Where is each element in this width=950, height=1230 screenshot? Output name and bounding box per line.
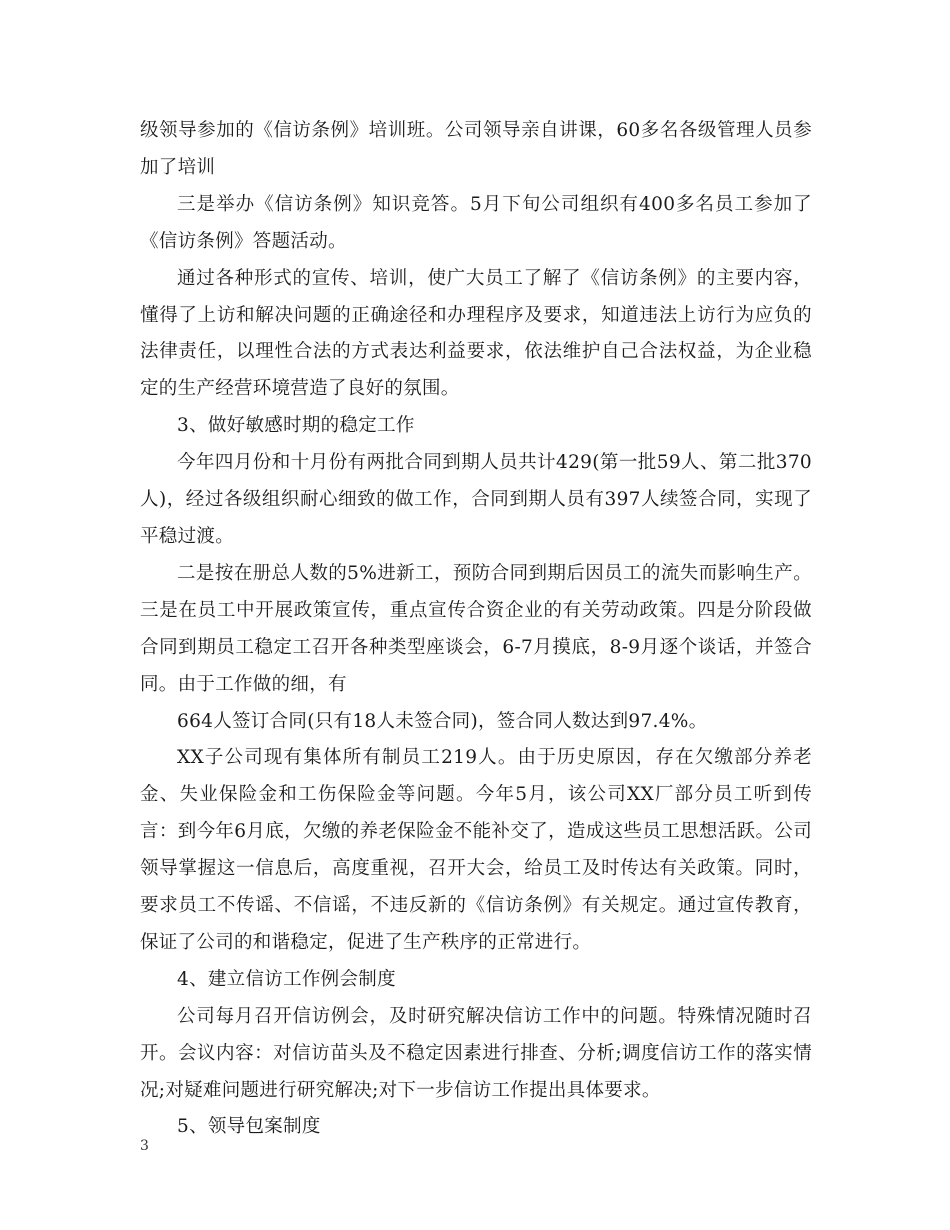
- paragraph-training-class: 级领导参加的《信访条例》培训班。公司领导亲自讲课，60多名各级管理人员参加了培训: [140, 120, 812, 178]
- section-heading-3: 3、做好敏感时期的稳定工作: [177, 415, 415, 437]
- paragraph-monthly-meeting: 公司每月召开信访例会，及时研究解决信访工作中的问题。特殊情况随时召开。会议内容：对信访苗头及不稳定因素进行排查、分析;调度信访工作的落实情况;对疑难问题进行研究解决;对下一步信访工作提出具体要求。: [140, 1005, 812, 1101]
- paragraph-contract-expiry: 今年四月份和十月份有两批合同到期人员共计429(第一批59人、第二批370人)，经过各级组织耐心细致的做工作，合同到期人员有397人续签合同，实现了平稳过渡。: [140, 452, 812, 547]
- paragraph-subsidiary-case: XX子公司现有集体所有制员工219人。由于历史原因，存在欠缴部分养老金、失业保险金和工伤保险金等问题。今年5月，该公司XX厂部分员工听到传言：到今年6月底，欠缴的养老保险金不能补交了，造成这些员工思想活跃。公司领导掌握这一信息后，高度重视，召开大会，给员工及时传达有关政策。同时，要求员工不传谣、不信谣，不违反新的《信访条例》有关规定。通过宣传教育，保证了公司的和谐稳定，促进了生产秩序的正常进行。: [140, 747, 812, 953]
- paragraph-contract-rate: 664人签订合同(只有18人未签合同)，签合同人数达到97.4%。: [177, 710, 708, 732]
- section-heading-5: 5、领导包案制度: [177, 1116, 321, 1138]
- paragraph-knowledge-quiz: 三是举办《信访条例》知识竞答。5月下旬公司组织有400多名员工参加了《信访条例》答题活动。: [140, 193, 812, 252]
- paragraph-new-hires: 二是按在册总人数的5%进新工，预防合同到期后因员工的流失而影响生产。三是在员工中开展政策宣传，重点宣传合资企业的有关劳动政策。四是分阶段做合同到期员工稳定工召开各种类型座谈会，6-7月摸底，8-9月逐个谈话，并签合同。由于工作做的细，有: [140, 562, 812, 695]
- section-heading-4: 4、建立信访工作例会制度: [177, 968, 396, 990]
- document-body: [140, 113, 812, 1146]
- paragraph-publicity-result: 通过各种形式的宣传、培训，使广大员工了解了《信访条例》的主要内容，懂得了上访和解决问题的正确途径和办理程序及要求，知道违法上访行为应负的法律责任，以理性合法的方式表达利益要求，依法维护自己合法权益，为企业稳定的生产经营环境营造了良好的氛围。: [140, 267, 812, 400]
- page-number: 3: [140, 1138, 149, 1154]
